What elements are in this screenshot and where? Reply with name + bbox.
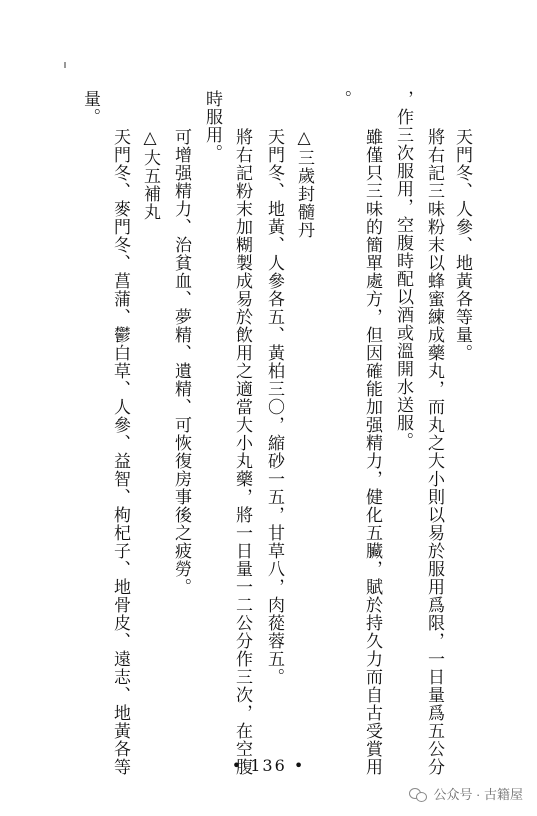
text-column-1: 天門冬、人參、地黃各等量。: [452, 128, 472, 362]
text-column-4: 雖僅只三味的簡單處方，但因確能加强精力，健化五臟，賦於持久力而自古受賞用: [362, 128, 382, 776]
text-column-5: 。: [331, 90, 351, 108]
section-heading-dawubuwan: △大五補丸: [140, 128, 160, 221]
text-column-9: 時服用。: [202, 90, 222, 162]
watermark-text: 公众号 · 古籍屋: [433, 787, 523, 802]
section-heading-sansui-fengsuidan: △三歲封髓丹: [294, 128, 314, 239]
text-column-7: 天門冬、地黃、人參各五、黃柏三〇，縮砂一五，甘草八，肉蓯蓉五。: [264, 128, 284, 686]
wechat-icon: [409, 787, 427, 801]
watermark: [409, 784, 523, 803]
text-column-3: ，作三次服用，空腹時配以酒或溫開水送服。: [393, 90, 413, 450]
text-column-10: 可增强精力、治貧血、夢精、遺精、可恢復房事後之疲勞。: [171, 128, 191, 596]
text-column-13: 量。: [80, 90, 100, 126]
scan-speck: [64, 62, 66, 68]
text-column-2: 將右記三味粉末以蜂蜜練成藥丸，而丸之大小則以易於服用爲限，一日量爲五公分: [424, 128, 444, 776]
text-column-12: 天門冬、麥門冬、菖蒲、鬱白草、人參、益智、枸杞子、地骨皮、遠志、地黃各等: [110, 128, 130, 776]
page-number: • 136 •: [231, 756, 306, 775]
text-column-8: 將右記粉末加糊製成易於飲用之適當大小丸藥，將一日量一二公分作三次，在空腹: [232, 128, 252, 776]
